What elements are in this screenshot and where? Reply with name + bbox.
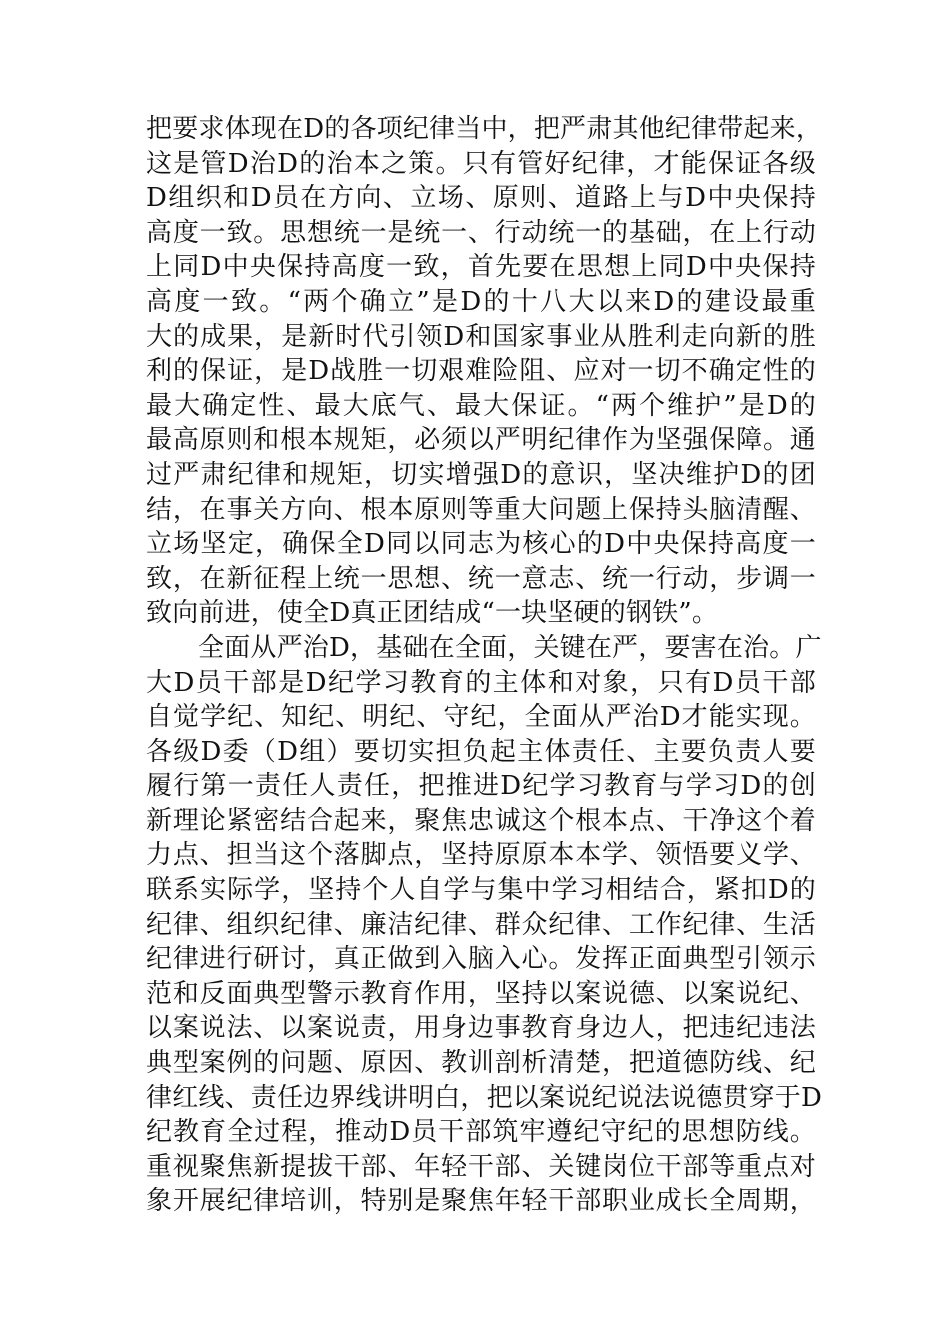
paragraph-line: 把要求体现在D的各项纪律当中，把严肃其他纪律带起来， xyxy=(146,114,823,144)
paragraph-line: 纪律进行研讨，真正做到入脑入心。发挥正面典型引领示 xyxy=(146,944,816,975)
paragraph-line: 高度一致。“两个确立”是D的十八大以来D的建设最重 xyxy=(146,286,816,317)
paragraph-line: 范和反面典型警示教育作用，坚持以案说德、以案说纪、 xyxy=(146,978,816,1009)
paragraph-line: 过严肃纪律和规矩，切实增强D的意识，坚决维护D的团 xyxy=(146,459,816,490)
paragraph-line: 立场坚定，确保全D同以同志为核心的D中央保持高度一 xyxy=(146,529,816,560)
paragraph-line: 最高原则和根本规矩，必须以严明纪律作为坚强保障。通 xyxy=(146,425,816,456)
paragraph-line: 新理论紧密结合起来，聚焦忠诚这个根本点、干净这个着 xyxy=(146,805,816,836)
paragraph-line: 象开展纪律培训，特别是聚焦年轻干部职业成长全周期， xyxy=(146,1186,816,1217)
paragraph-line: D组织和D员在方向、立场、原则、道路上与D中央保持 xyxy=(146,183,816,214)
paragraph-line: 纪教育全过程，推动D员干部筑牢遵纪守纪的思想防线。 xyxy=(146,1117,816,1148)
paragraph-line: 致，在新征程上统一思想、统一意志、统一行动，步调一 xyxy=(146,563,816,594)
paragraph-line: 这是管D治D的治本之策。只有管好纪律，才能保证各级 xyxy=(146,148,816,179)
paragraph-line: 大D员干部是D纪学习教育的主体和对象，只有D员干部 xyxy=(146,667,816,698)
paragraph-line: 自觉学纪、知纪、明纪、守纪，全面从严治D才能实现。 xyxy=(146,702,816,733)
paragraph-line: 履行第一责任人责任，把推进D纪学习教育与学习D的创 xyxy=(146,771,816,802)
paragraph-line: 利的保证，是D战胜一切艰难险阻、应对一切不确定性的 xyxy=(146,356,816,387)
paragraph-line: 律红线、责任边界线讲明白，把以案说纪说法说德贯穿于D xyxy=(146,1082,823,1113)
paragraph-line: 最大确定性、最大底气、最大保证。“两个维护”是D的 xyxy=(146,390,816,421)
paragraph-line: 纪律、组织纪律、廉洁纪律、群众纪律、工作纪律、生活 xyxy=(146,909,816,940)
paragraph-1 xyxy=(146,112,823,631)
paragraph-line: 高度一致。思想统一是统一、行动统一的基础，在上行动 xyxy=(146,217,816,248)
paragraph-line: 结，在事关方向、根本原则等重大问题上保持头脑清醒、 xyxy=(146,494,816,525)
paragraph-line: 致向前进，使全D真正团结成“一块坚硬的钢铁”。 xyxy=(146,598,719,629)
paragraph-line: 上同D中央保持高度一致，首先要在思想上同D中央保持 xyxy=(146,252,816,283)
paragraph-line: 重视聚焦新提拔干部、年轻干部、关键岗位干部等重点对 xyxy=(146,1151,816,1182)
paragraph-line: 联系实际学，坚持个人自学与集中学习相结合，紧扣D的 xyxy=(146,875,816,906)
document-body xyxy=(146,112,823,1219)
paragraph-2 xyxy=(146,631,823,1219)
paragraph-line: 以案说法、以案说责，用身边事教育身边人，把违纪违法 xyxy=(146,1013,816,1044)
paragraph-line: 大的成果，是新时代引领D和国家事业从胜利走向新的胜 xyxy=(146,321,816,352)
paragraph-line: 典型案例的问题、原因、教训剖析清楚，把道德防线、纪 xyxy=(146,1048,816,1079)
paragraph-line: 力点、担当这个落脚点，坚持原原本本学、领悟要义学、 xyxy=(146,840,816,871)
paragraph-line: 全面从严治D，基础在全面，关键在严，要害在治。广 xyxy=(198,632,822,663)
paragraph-line: 各级D委（D组）要切实担负起主体责任、主要负责人要 xyxy=(146,736,816,767)
